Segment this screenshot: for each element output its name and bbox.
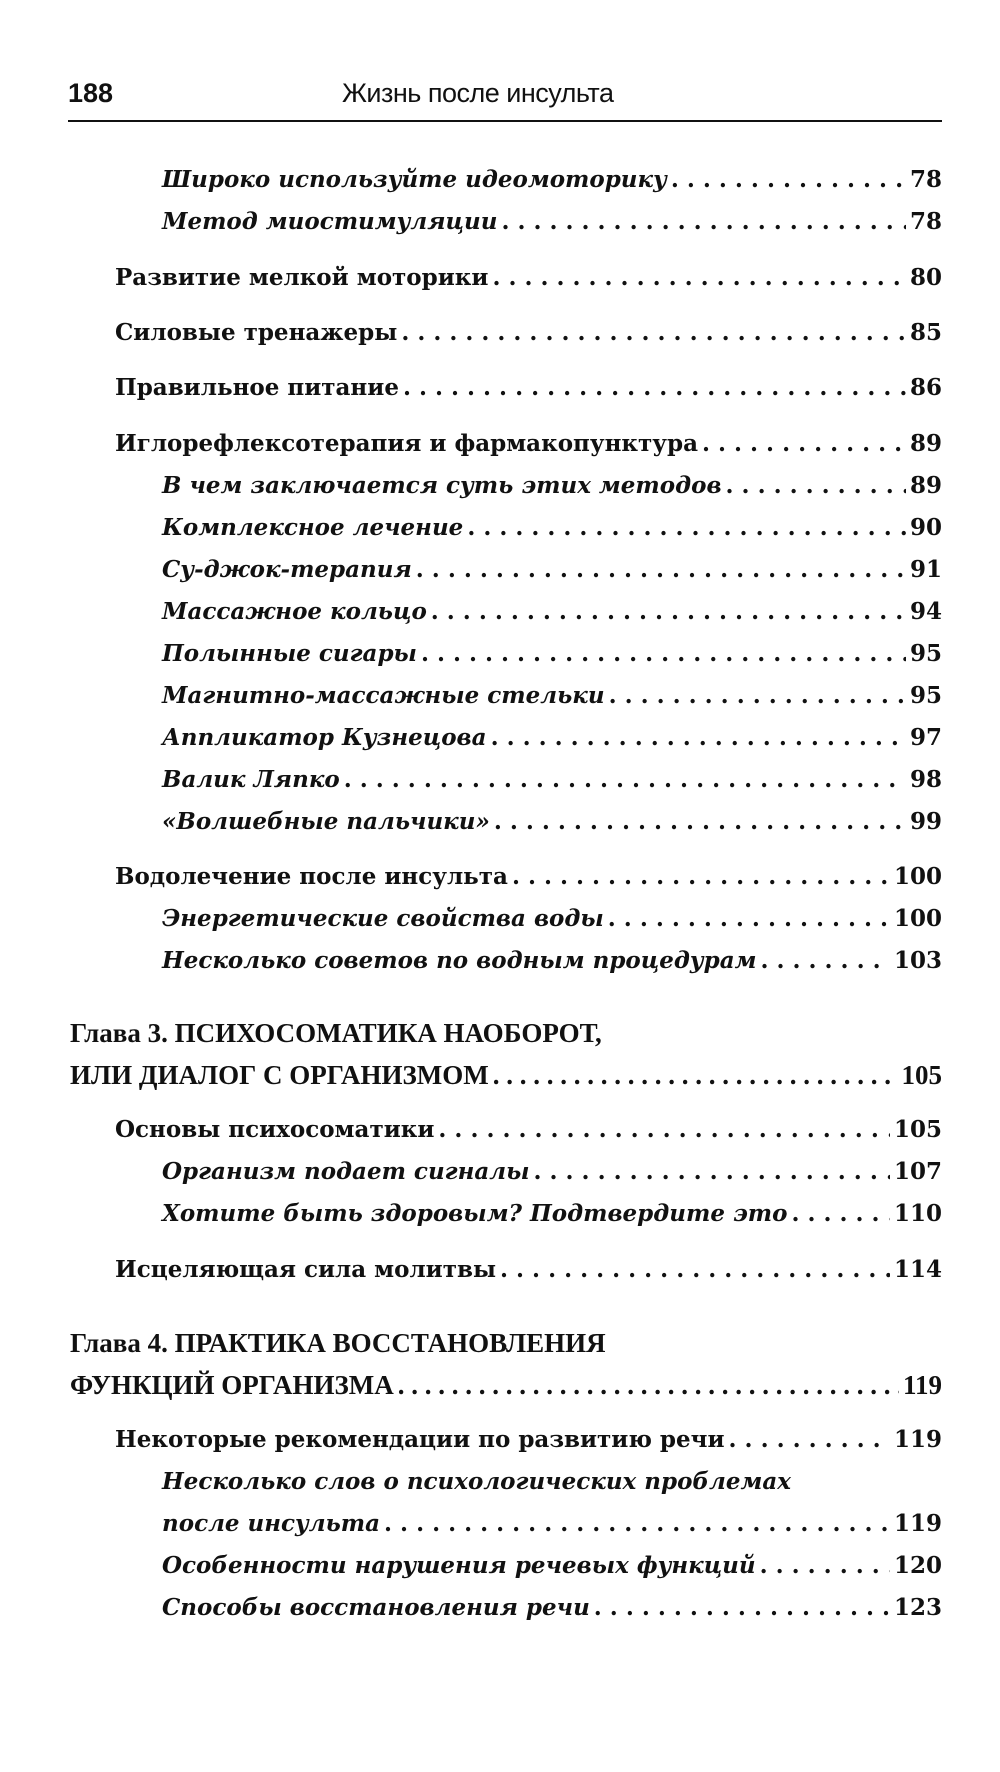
toc-entry	[115, 264, 942, 304]
toc-chapter	[70, 1370, 942, 1410]
dot-leader	[501, 208, 906, 235]
toc-page-number: 114	[893, 1256, 942, 1283]
toc-page-number: 103	[893, 947, 942, 974]
dot-leader	[702, 430, 906, 457]
page-number: 188	[68, 78, 114, 108]
toc-page-number: 89	[909, 430, 942, 457]
toc-entry-title: «Волшебные пальчики»	[162, 808, 490, 835]
toc-entry-title: Несколько советов по водным процедурам	[162, 947, 757, 974]
toc-entry	[162, 514, 942, 554]
toc-page-number: 97	[909, 724, 942, 751]
toc-page-number: 119	[893, 1510, 942, 1537]
toc-entry-title: Метод миостимуляции	[162, 208, 498, 235]
toc-page-number: 90	[909, 514, 942, 541]
dot-leader	[512, 863, 890, 890]
toc-page-number: 78	[909, 208, 942, 235]
header-rule	[68, 120, 942, 122]
toc-entry	[162, 556, 942, 596]
dot-leader	[500, 1256, 890, 1283]
toc-entry	[162, 208, 942, 248]
toc-entry-title: Развитие мелкой моторики	[115, 264, 489, 291]
toc-entry-title: Исцеляющая сила молитвы	[115, 1256, 497, 1283]
dot-leader	[609, 682, 906, 709]
dot-leader	[760, 1552, 890, 1579]
toc-page-number: 98	[909, 766, 942, 793]
toc-entry	[162, 766, 942, 806]
dot-leader	[791, 1200, 890, 1227]
dot-leader	[492, 264, 906, 291]
dot-leader	[401, 319, 906, 346]
toc-page-number: 110	[893, 1200, 942, 1227]
dot-leader	[608, 905, 890, 932]
toc-entry-title: Правильное питание	[115, 374, 399, 401]
toc-entry-title: Су-джок-терапия	[162, 556, 412, 583]
toc-entry-title: Аппликатор Кузнецова	[162, 724, 487, 751]
toc-entry	[115, 374, 942, 414]
toc-entry	[162, 1510, 942, 1550]
dot-leader	[729, 1426, 890, 1453]
toc-page-number: 94	[909, 598, 942, 625]
toc-entry-title: Водолечение после инсульта	[115, 863, 508, 890]
toc-entry-title: Способы восстановления речи	[162, 1594, 590, 1621]
toc-entry-title: Комплексное лечение	[162, 514, 464, 541]
toc-entry	[115, 1426, 942, 1466]
toc-page-number: 119	[902, 1370, 942, 1400]
toc-page-number: 95	[909, 682, 942, 709]
dot-leader	[534, 1158, 890, 1185]
toc-entry	[115, 430, 942, 470]
toc-entry	[162, 166, 942, 206]
toc-entry-title: Силовые тренажеры	[115, 319, 398, 346]
toc-entry	[162, 724, 942, 764]
toc-entry-title: Массажное кольцо	[162, 598, 427, 625]
toc-entry-title: Магнитно-массажные стельки	[162, 682, 605, 709]
dot-leader	[384, 1510, 890, 1537]
toc-entry-title: Основы психосоматики	[115, 1116, 435, 1143]
dot-leader	[726, 472, 906, 499]
toc-page-number: 119	[893, 1426, 942, 1453]
toc-entry-title: Хотите быть здоровым? Подтвердите это	[162, 1200, 788, 1227]
dot-leader	[491, 724, 906, 751]
toc-page-number: 123	[893, 1594, 942, 1621]
toc-page-number: 99	[909, 808, 942, 835]
dot-leader	[594, 1594, 890, 1621]
toc-chapter	[70, 1060, 942, 1100]
dot-leader	[403, 374, 906, 401]
toc-entry-title: Полынные сигары	[162, 640, 417, 667]
toc-page-number: 80	[909, 264, 942, 291]
toc-entry-title: Организм подает сигналы	[162, 1158, 530, 1185]
dot-leader	[344, 766, 906, 793]
toc-page-number: 91	[909, 556, 942, 583]
dot-leader	[467, 514, 906, 541]
running-title: Жизнь после инсульта	[342, 78, 614, 108]
toc-page-number: 105	[893, 1116, 942, 1143]
toc-page-number: 86	[909, 374, 942, 401]
toc-entry-title: Валик Ляпко	[162, 766, 340, 793]
toc-entry	[162, 905, 942, 945]
toc-page-number: 107	[893, 1158, 942, 1185]
toc-entry-title-line: Глава 4. ПРАКТИКА ВОССТАНОВЛЕНИЯ	[70, 1328, 606, 1358]
toc-entry	[162, 1552, 942, 1592]
toc-entry	[115, 1116, 942, 1156]
dot-leader	[431, 598, 906, 625]
toc-entry-title: ФУНКЦИЙ ОРГАНИЗМА	[70, 1370, 394, 1400]
toc-entry-title: Иглорефлексотерапия и фармакопунктура	[115, 430, 698, 457]
dot-leader	[398, 1370, 899, 1401]
toc-entry	[162, 640, 942, 680]
toc-page-number: 89	[909, 472, 942, 499]
dot-leader	[421, 640, 906, 667]
toc-entry	[115, 319, 942, 359]
toc-entry-title: Энергетические свойства воды	[162, 905, 604, 932]
toc-page-number: 100	[893, 905, 942, 932]
toc-page-number: 95	[909, 640, 942, 667]
dot-leader	[416, 556, 906, 583]
toc-entry-title: В чем заключается суть этих методов	[162, 472, 722, 499]
dot-leader	[760, 947, 890, 974]
toc-entry	[162, 1200, 942, 1240]
dot-leader	[671, 166, 906, 193]
toc-entry	[162, 682, 942, 722]
toc-entry	[162, 808, 942, 848]
toc-page-number: 78	[909, 166, 942, 193]
toc-entry	[115, 1256, 942, 1296]
toc-entry-title: Особенности нарушения речевых функций	[162, 1552, 756, 1579]
toc-entry	[162, 1158, 942, 1198]
toc-entry-title: Широко используйте идеомоторику	[162, 166, 667, 193]
toc-entry	[162, 472, 942, 512]
toc-entry-title: Некоторые рекомендации по развитию речи	[115, 1426, 725, 1453]
toc-entry	[162, 947, 942, 987]
dot-leader	[494, 808, 906, 835]
toc-entry	[115, 863, 942, 903]
toc-page-number: 100	[893, 863, 942, 890]
dot-leader	[438, 1116, 890, 1143]
toc-page-number: 85	[909, 319, 942, 346]
toc-entry	[162, 598, 942, 638]
toc-page-number: 120	[893, 1552, 942, 1579]
toc-entry	[162, 1594, 942, 1634]
toc-entry-title-line: Несколько слов о психологических проблемах	[162, 1468, 791, 1495]
toc-page-number: 105	[901, 1060, 942, 1090]
dot-leader	[493, 1060, 898, 1091]
toc-entry-title: после инсульта	[162, 1510, 381, 1537]
toc-entry-title: ИЛИ ДИАЛОГ С ОРГАНИЗМОМ	[70, 1060, 489, 1090]
toc-entry-title-line: Глава 3. ПСИХОСОМАТИКА НАОБОРОТ,	[70, 1018, 602, 1048]
